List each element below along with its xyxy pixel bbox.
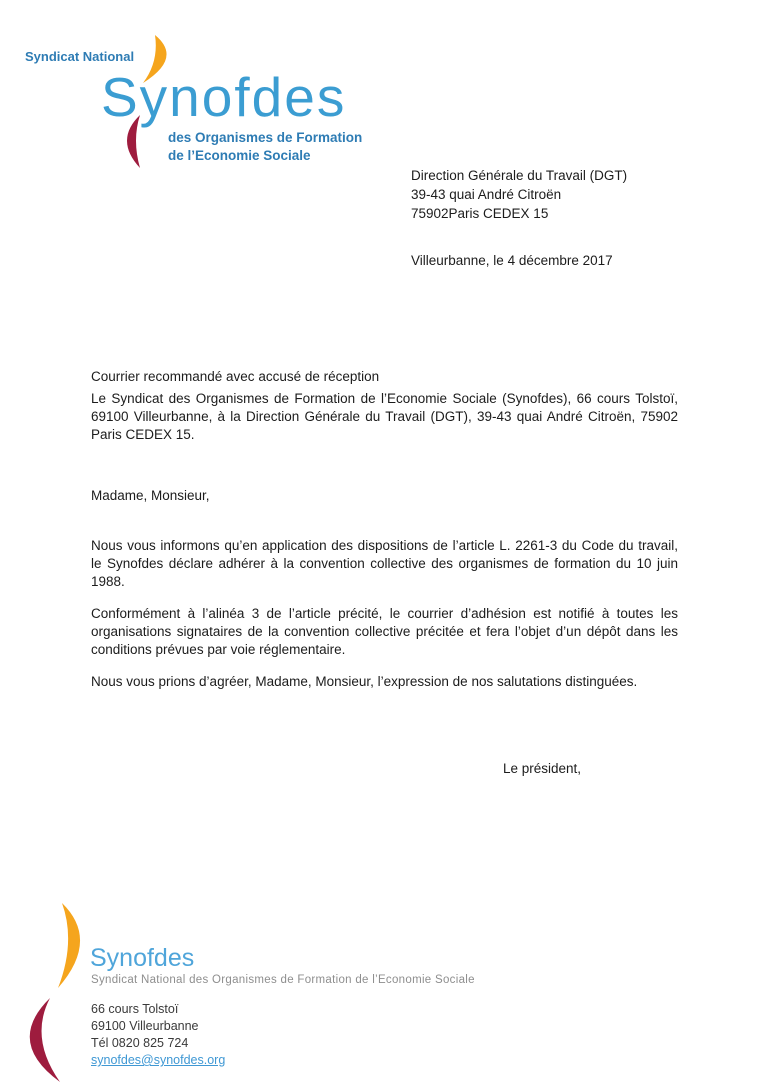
recipient-address: [411, 166, 627, 224]
date-line: Villeurbanne, le 4 décembre 2017: [411, 253, 613, 268]
letter-subject: Courrier recommandé avec accusé de réception: [91, 369, 380, 384]
footer-email-link[interactable]: synofdes@synofdes.org: [91, 1053, 226, 1067]
letter-paragraph-2: Conformément à l’alinéa 3 de l’article précité, le courrier d’adhésion est notifié à toutes les organisations signataires de la convention collective précitée et fera l’objet d’un dépôt dans les conditions prévues par voie réglementaire.: [91, 606, 678, 657]
footer-swoosh-icon: [15, 896, 85, 1087]
logo-subtitle-line1: des Organismes de Formation: [168, 130, 363, 145]
signature-line: Le président,: [503, 761, 582, 776]
footer-swoosh-red-icon: [30, 998, 60, 1082]
recipient-line: 39-43 quai André Citroën: [411, 187, 562, 203]
footer-address-line: 66 cours Tolstoï: [91, 1002, 179, 1016]
footer-address: [91, 1001, 225, 1069]
footer-swoosh-yellow-icon: [58, 903, 80, 988]
logo-subtitle-line2: de l’Economie Sociale: [168, 147, 311, 163]
letter-paragraph-1: Nous vous informons qu’en application des dispositions de l’article L. 2261-3 du Code du travail, le Synofdes déclare adhérer à la convention collective des organismes de formation du 10 juin 1988.: [91, 538, 678, 589]
footer-address-line: Tél 0820 825 724: [91, 1036, 189, 1050]
footer-address-line: 69100 Villeurbanne: [91, 1019, 199, 1033]
recipient-line: 75902Paris CEDEX 15: [411, 206, 549, 222]
recipient-line: Direction Générale du Travail (DGT): [411, 168, 628, 183]
letter-closing: Nous vous prions d’agréer, Madame, Monsieur, l’expression de nos salutations distinguées.: [91, 674, 638, 689]
brand-wordmark: Synofdes: [101, 66, 347, 128]
footer-subtitle: Syndicat National des Organismes de Formation de l’Economie Sociale: [91, 974, 475, 986]
logo-subtitle: [168, 129, 362, 164]
footer-brand: Synofdes: [90, 944, 195, 972]
letter-intro: Le Syndicat des Organismes de Formation de l’Economie Sociale (Synofdes), 66 cours Tolstoï, 69100 Villeurbanne, à la Direction Générale du Travail (DGT), 39-43 quai André Citroën, 75902 Paris CEDEX 15.: [91, 391, 678, 442]
logo-tagline: Syndicat National: [25, 49, 135, 64]
letter-salutation: Madame, Monsieur,: [91, 488, 210, 503]
